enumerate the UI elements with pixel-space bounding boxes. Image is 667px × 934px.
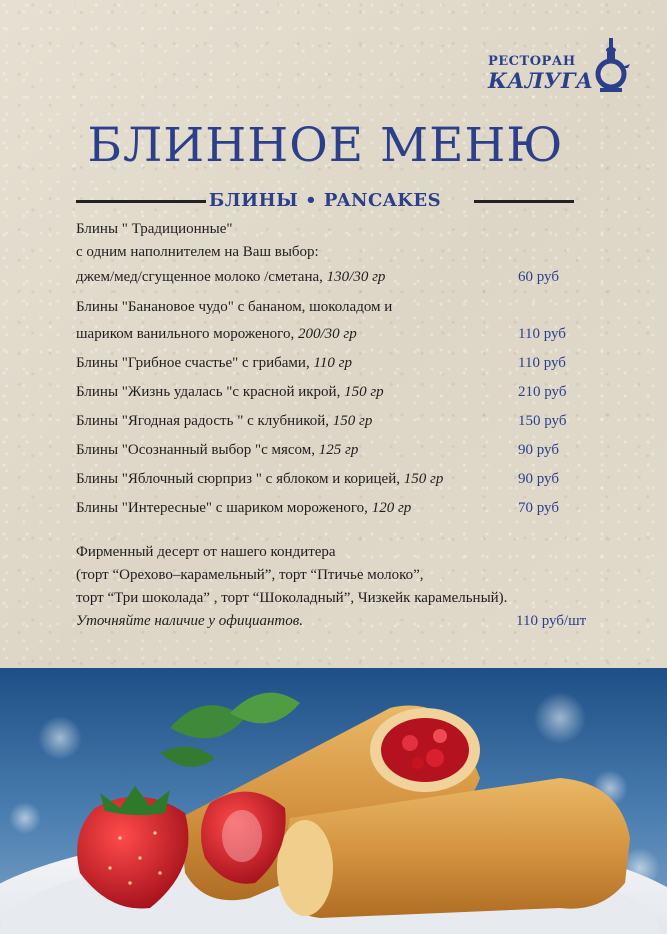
dessert-note-row	[76, 610, 596, 633]
item-description: Блины "Осознанный выбор "с мясом,	[76, 442, 319, 458]
menu-item-line: с одним наполнителем на Ваш выбор:	[76, 244, 319, 260]
item-description: Блины "Грибное счастье" с грибами,	[76, 355, 314, 371]
availability-note: Уточняйте наличие у официантов.	[76, 613, 303, 629]
menu-item	[76, 264, 596, 294]
menu-item	[76, 436, 596, 465]
item-price: 90 руб	[518, 471, 559, 487]
menu-item	[76, 407, 596, 436]
item-weight: 200/30 гр	[297, 326, 357, 342]
menu-item	[76, 494, 596, 523]
dessert-cakes-line: (торт “Орехово–карамельный”, торт “Птичье молоко”,	[76, 567, 424, 583]
dessert-cakes-line: торт “Три шоколада” , торт “Шоколадный”, Чизкейк карамельный).	[76, 590, 508, 606]
item-price: 60 руб	[518, 269, 559, 285]
item-description: джем/мед/сгущенное молоко /сметана,	[76, 269, 327, 285]
section-title: БЛИНЫ • PANCAKES	[208, 190, 442, 211]
menu-items	[76, 218, 596, 633]
menu-item	[76, 378, 596, 407]
item-description: Блины "Интересные" с шариком мороженого,	[76, 500, 372, 516]
item-weight: 150 гр	[344, 384, 384, 400]
section-header	[76, 190, 574, 216]
item-weight: 150 гр	[332, 413, 373, 429]
item-price: 110 руб	[518, 326, 566, 342]
item-price: 90 руб	[518, 442, 559, 458]
item-weight: 120 гр	[371, 500, 412, 516]
item-description: Блины "Жизнь удалась "с красной икрой,	[76, 384, 345, 400]
page-title: БЛИННОЕ МЕНЮ	[87, 118, 564, 173]
menu-item	[76, 465, 596, 494]
menu-item-line: Блины "Банановое чудо" с бананом, шоколадом и	[76, 299, 393, 315]
item-price: 110 руб	[518, 355, 566, 371]
dessert-price: 110 руб/шт	[516, 613, 587, 629]
item-weight: 130/30 гр	[326, 269, 386, 285]
menu-item	[76, 349, 596, 378]
restaurant-logo	[486, 38, 636, 98]
item-weight: 125 гр	[318, 442, 359, 458]
menu-item-line: Блины " Традиционные"	[76, 221, 233, 237]
logo-main-text: КАЛУГА	[488, 68, 594, 93]
pancakes-with-strawberries-photo	[0, 668, 667, 934]
item-price: 70 руб	[518, 500, 559, 516]
logo-top-text: РЕСТОРАН	[488, 54, 576, 69]
samovar-icon	[590, 38, 632, 94]
dessert-title: Фирменный десерт от нашего кондитера	[76, 544, 336, 560]
item-description: Блины "Ягодная радость " с клубникой,	[76, 413, 333, 429]
item-price: 150 руб	[518, 413, 567, 429]
item-price: 210 руб	[518, 384, 567, 400]
item-description: Блины "Яблочный сюрприз " с яблоком и корицей,	[76, 471, 404, 487]
item-weight: 150 гр	[403, 471, 444, 487]
item-weight: 110 гр	[313, 355, 352, 371]
menu-item	[76, 320, 596, 349]
divider-right	[474, 200, 574, 203]
item-description: шариком ванильного мороженого,	[76, 326, 298, 342]
